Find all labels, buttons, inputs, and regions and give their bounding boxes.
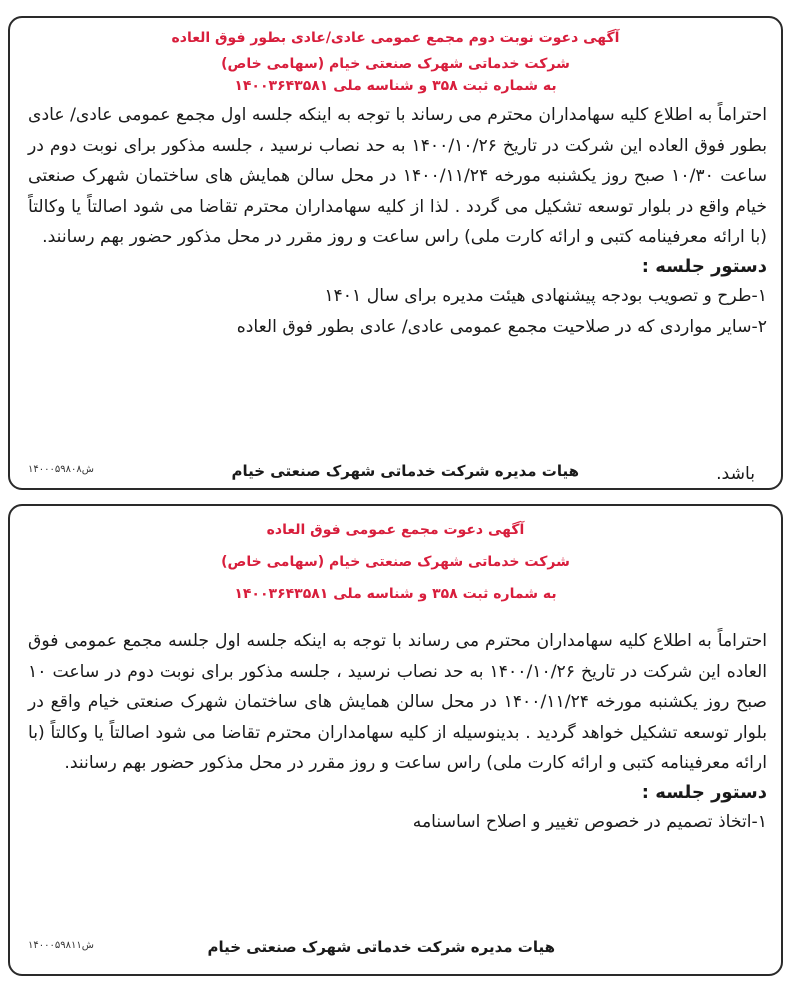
notice-footer — [28, 458, 769, 484]
notice-body: احتراماً به اطلاع کلیه سهامداران محترم می رساند با توجه به اینکه جلسه اول مجمع عمومی عادی/ عادی بطور فوق العاده این شرکت در تاریخ ۱۴۰۰/۱۰/۲۶ به حد نصاب نرسید ، جلسه مذکور برای نوبت دوم در ساعت ۱۰/۳۰ صبح روز یکشنبه مورخه ۱۴۰۰/۱۱/۲۴ در محل سالن همایش های ساختمان شهرک صنعتی خیام واقع در بلوار توسعه تشکیل می گردد . لذا از کلیه سهامداران محترم تقاضا می شود اصالتاً یا وکالتاً (با ارائه معرفینامه کتبی و ارائه کارت ملی) راس ساعت و روز مقرر در محل مذکور حضور بهم رسانند. — [28, 105, 768, 248]
company-name: شرکت خدماتی شهرک صنعتی خیام (سهامی خاص) — [221, 554, 570, 570]
agenda-list — [10, 807, 781, 838]
registration-info: به شماره ثبت ۳۵۸ و شناسه ملی ۱۴۰۰۳۶۴۳۵۸۱ — [234, 78, 557, 94]
company-name: شرکت خدماتی شهرک صنعتی خیام (سهامی خاص) — [221, 56, 570, 72]
agenda-title: دستور جلسه : — [641, 781, 767, 803]
notice-footer — [28, 934, 769, 960]
notice-title: آگهی دعوت مجمع عمومی فوق العاده — [266, 522, 525, 538]
agenda-item-2-continuation: باشد. — [716, 464, 755, 484]
notice-title: آگهی دعوت نوبت دوم مجمع عمومی عادی/عادی بطور فوق العاده — [171, 30, 620, 46]
agenda-title: دستور جلسه : — [641, 255, 767, 277]
notice-extraordinary-meeting — [8, 504, 783, 976]
publication-code: ش۱۴۰۰۰۵۹۸۱۱ — [28, 940, 94, 951]
notice-body: احتراماً به اطلاع کلیه سهامداران محترم می رساند با توجه به اینکه جلسه اول جلسه مجمع عمومی فوق العاده این شرکت در تاریخ ۱۴۰۰/۱۰/۲۶ به حد نصاب نرسید ، جلسه مذکور برای نوبت دوم در ساعت ۱۰ صبح روز یکشنبه مورخه ۱۴۰۰/۱۱/۲۴ در محل سالن همایش های ساختمان شهرک صنعتی خیام واقع در بلوار توسعه تشکیل خواهد گردید . بدینوسیله از کلیه سهامداران محترم تقاضا می شود اصالتاً یا وکالتاً (با ارائه معرفینامه کتبی و ارائه کارت ملی) راس ساعت و روز مقرر در محل مذکور حضور بهم رسانند. — [28, 631, 767, 774]
notice-header — [10, 18, 781, 96]
agenda-list — [10, 281, 781, 342]
registration-info: به شماره ثبت ۳۵۸ و شناسه ملی ۱۴۰۰۳۶۴۳۵۸۱ — [234, 586, 557, 602]
publication-code: ش۱۴۰۰۰۵۹۸۰۸ — [28, 464, 94, 475]
signature: هیات مدیره شرکت خدماتی شهرک صنعتی خیام — [207, 938, 555, 956]
notice-ordinary-meeting — [8, 16, 783, 490]
signature: هیات مدیره شرکت خدماتی شهرک صنعتی خیام — [231, 462, 579, 480]
agenda-item-1: ۱-طرح و تصویب بودجه پیشنهادی هیئت مدیره برای سال ۱۴۰۱ — [324, 285, 767, 306]
notice-header — [10, 506, 781, 604]
agenda-item-2: ۲-سایر مواردی که در صلاحیت مجمع عمومی عادی/ عادی بطور فوق العاده — [236, 316, 767, 337]
agenda-item-1: ۱-اتخاذ تصمیم در خصوص تغییر و اصلاح اساسنامه — [412, 811, 767, 832]
